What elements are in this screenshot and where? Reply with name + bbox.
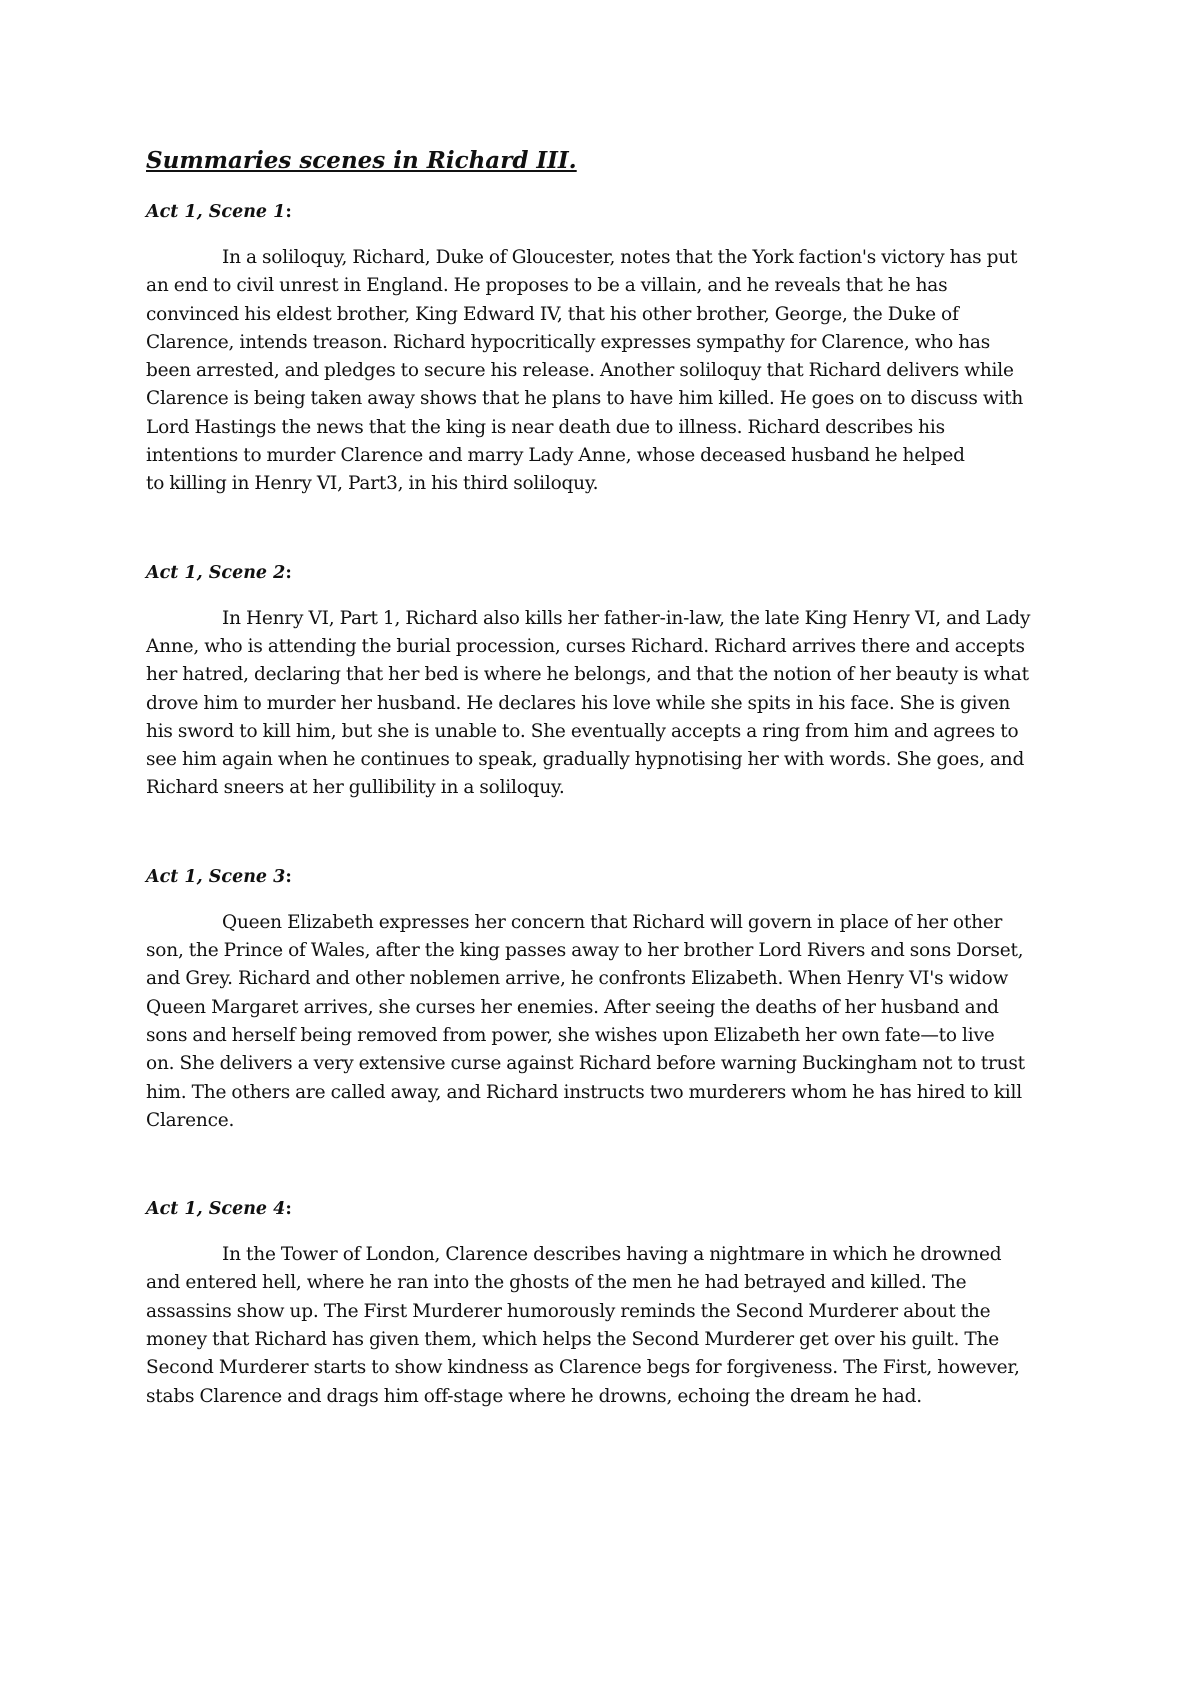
document-title: Summaries scenes in Richard III. xyxy=(146,147,577,174)
summary-line: intentions to murder Clarence and marry Lady Anne, whose deceased husband he helped xyxy=(146,445,965,467)
document-page xyxy=(146,146,1056,1473)
summary-line: convinced his eldest brother, King Edward IV, that his other brother, George, the Duke of xyxy=(146,303,959,325)
summary-line: to killing in Henry VI, Part3, in his third soliloquy. xyxy=(146,473,599,495)
summary-line: Queen Elizabeth expresses her concern that Richard will govern in place of her other xyxy=(222,911,1003,933)
summary-line: an end to civil unrest in England. He proposes to be a villain, and he reveals that he has xyxy=(146,275,948,297)
summary-line: and entered hell, where he ran into the ghosts of the men he had betrayed and killed. The xyxy=(146,1272,967,1294)
summary-line: Queen Margaret arrives, she curses her enemies. After seeing the deaths of her husband and xyxy=(146,996,999,1018)
summary-line: Clarence. xyxy=(146,1109,235,1131)
scene-heading xyxy=(146,200,1056,224)
summary-line: his sword to kill him, but she is unable to. She eventually accepts a ring from him and agrees to xyxy=(146,720,1019,742)
summary-line: him. The others are called away, and Richard instructs two murderers whom he has hired to kill xyxy=(146,1081,1022,1103)
scene-heading-text: Act 1, Scene 4 xyxy=(146,1199,286,1220)
scene-summary xyxy=(146,244,1056,499)
scene-heading-colon: : xyxy=(285,866,292,887)
summary-line: Anne, who is attending the burial procession, curses Richard. Richard arrives there and accepts xyxy=(146,635,1025,657)
summary-line: drove him to murder her husband. He declares his love while she spits in his face. She is given xyxy=(146,692,1011,714)
summary-line: money that Richard has given them, which helps the Second Murderer get over his guilt. The xyxy=(146,1329,999,1351)
summary-line: Clarence, intends treason. Richard hypocritically expresses sympathy for Clarence, who has xyxy=(146,331,991,353)
scene-summary xyxy=(146,909,1056,1135)
scene-heading-colon: : xyxy=(285,562,292,583)
scene-heading-text: Act 1, Scene 2 xyxy=(146,562,286,583)
summary-line: Second Murderer starts to show kindness as Clarence begs for forgiveness. The First, however, xyxy=(146,1357,1020,1379)
scene-heading-colon: : xyxy=(285,202,292,222)
scene-heading xyxy=(146,1197,1056,1221)
summary-line: and Grey. Richard and other noblemen arrive, he confronts Elizabeth. When Henry VI's widow xyxy=(146,968,1009,990)
scene-summary xyxy=(146,1241,1056,1411)
scene-list xyxy=(146,200,1056,1411)
scene-heading xyxy=(146,561,1056,585)
scene-heading-colon: : xyxy=(285,1199,292,1220)
summary-line: In Henry VI, Part 1, Richard also kills her father-in-law, the late King Henry VI, and Lady xyxy=(222,607,1031,629)
summary-line: been arrested, and pledges to secure his release. Another soliloquy that Richard delivers while xyxy=(146,360,1014,382)
scene-heading-text: Act 1, Scene 3 xyxy=(146,866,286,887)
scene-section xyxy=(146,200,1056,499)
scene-section xyxy=(146,865,1056,1135)
scene-heading xyxy=(146,865,1056,889)
scene-summary xyxy=(146,605,1056,803)
summary-line: In a soliloquy, Richard, Duke of Gloucester, notes that the York faction's victory has put xyxy=(222,247,1018,268)
scene-section xyxy=(146,1197,1056,1411)
summary-line: stabs Clarence and drags him off-stage where he drowns, echoing the dream he had. xyxy=(146,1385,922,1407)
summary-line: Lord Hastings the news that the king is near death due to illness. Richard describes his xyxy=(146,416,945,438)
summary-line: on. She delivers a very extensive curse against Richard before warning Buckingham not to trust xyxy=(146,1053,1025,1075)
scene-section xyxy=(146,561,1056,803)
summary-line: son, the Prince of Wales, after the king passes away to her brother Lord Rivers and sons Dorset, xyxy=(146,940,1024,962)
summary-line: In the Tower of London, Clarence describes having a nightmare in which he drowned xyxy=(222,1244,1002,1266)
summary-line: Clarence is being taken away shows that he plans to have him killed. He goes on to discuss with xyxy=(146,388,1024,410)
summary-line: sons and herself being removed from power, she wishes upon Elizabeth her own fate—to live xyxy=(146,1024,995,1046)
summary-line: Richard sneers at her gullibility in a soliloquy. xyxy=(146,777,565,799)
summary-line: her hatred, declaring that her bed is where he belongs, and that the notion of her beauty is what xyxy=(146,664,1029,686)
summary-line: see him again when he continues to speak, gradually hypnotising her with words. She goes, and xyxy=(146,749,1025,771)
scene-heading-text: Act 1, Scene 1 xyxy=(146,202,286,222)
summary-line: assassins show up. The First Murderer humorously reminds the Second Murderer about the xyxy=(146,1300,991,1322)
